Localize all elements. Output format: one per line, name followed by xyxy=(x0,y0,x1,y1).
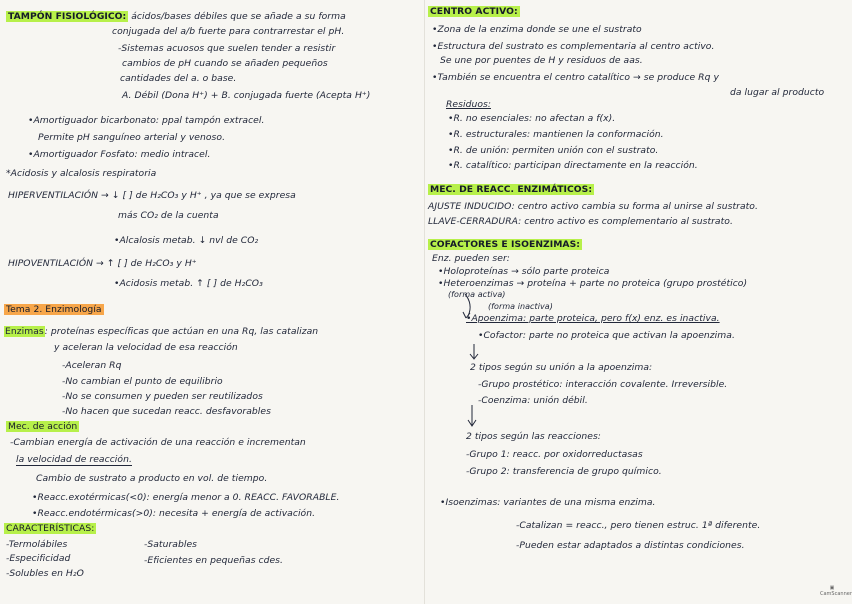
mec-line-1: -Cambian energía de activación de una reacción e incrementan xyxy=(10,437,306,448)
enzimas-prop-2: -No cambian el punto de equilibrio xyxy=(62,376,223,387)
carac-2: -Especificidad xyxy=(6,553,71,564)
cof-heading: COFACTORES E ISOENZIMAS: xyxy=(430,239,580,250)
ca-3: Se une por puentes de H y residuos de aas. xyxy=(440,55,643,66)
cof-4: (forma inactiva) xyxy=(488,302,553,311)
carac-5: -Eficientes en pequeñas cdes. xyxy=(144,555,283,566)
cof-3: •Heteroenzimas → proteína + parte no proteica (grupo prostético) xyxy=(438,278,748,289)
enzimas-label: Enzimas xyxy=(5,326,44,337)
grupo-prostetico: -Grupo prostético: interacción covalente. Irreversible. xyxy=(478,379,728,390)
acidosis-title: *Acidosis y alcalosis respiratoria xyxy=(6,168,157,179)
enzimas-prop-1: -Aceleran Rq xyxy=(62,360,122,371)
mecr-heading: MEC. DE REACC. ENZIMÁTICOS: xyxy=(430,184,593,195)
carac-3: -Solubles en H₂O xyxy=(6,568,84,579)
tampon-title: TAMPÓN FISIOLÓGICO: xyxy=(8,11,127,22)
isoenzimas-1: -Catalizan = reacc., pero tienen estruc. 1ª diferente. xyxy=(516,520,761,531)
coenzima: -Coenzima: unión débil. xyxy=(478,395,588,406)
residuo-4: •R. catalítico: participan directamente en la reacción. xyxy=(448,160,698,171)
amort-bicarbonato-2: Permite pH sanguíneo arterial y venoso. xyxy=(38,132,226,143)
enzimas-def-1: : proteínas específicas que actúan en una Rq, las catalizan xyxy=(44,326,319,337)
carac-4: -Saturables xyxy=(144,539,197,550)
hiperventilacion: HIPERVENTILACIÓN → ↓ [ ] de H₂CO₃ y H⁺ , ya que se expresa xyxy=(8,190,296,201)
tema-heading: Tema 2. Enzimología xyxy=(6,304,102,315)
grupo-1: -Grupo 1: reacc. por oxidorreductasas xyxy=(466,449,643,460)
ca-4: •También se encuentra el centro catalítico → se produce Rq y xyxy=(432,72,719,83)
amort-fosfato: •Amortiguador Fosfato: medio intracel. xyxy=(28,149,211,160)
cof-1: Enz. pueden ser: xyxy=(432,253,510,264)
cof-3b: (forma activa) xyxy=(448,290,506,299)
isoenzimas: •Isoenzimas: variantes de una misma enzima. xyxy=(440,497,656,508)
ca-5: da lugar al producto xyxy=(730,87,825,98)
tampon-text-1: ácidos/bases débiles que se añade a su forma xyxy=(131,11,346,22)
llave-cerradura: LLAVE-CERRADURA: centro activo es complementario al sustrato. xyxy=(428,216,733,227)
tampon-text-6: A. Débil (Dona H⁺) + B. conjugada fuerte (Acepta H⁺) xyxy=(122,90,371,101)
carac-1: -Termolábiles xyxy=(6,539,68,550)
amort-bicarbonato: •Amortiguador bicarbonato: ppal tampón extracel. xyxy=(28,115,265,126)
hipoventilacion: HIPOVENTILACIÓN → ↑ [ ] de H₂CO₃ y H⁺ xyxy=(8,258,197,269)
residuo-2: •R. estructurales: mantienen la conformación. xyxy=(448,129,664,140)
tipos-union: 2 tipos según su unión a la apoenzima: xyxy=(470,362,653,373)
residuos-heading-text: Residuos: xyxy=(446,99,491,110)
centro-heading: CENTRO ACTIVO: xyxy=(430,6,518,17)
enzimas-prop-3: -No se consumen y pueden ser reutilizados xyxy=(62,391,263,402)
grupo-2: -Grupo 2: transferencia de grupo químico. xyxy=(466,466,662,477)
mec-line-3: Cambio de sustrato a producto en vol. de tiempo. xyxy=(36,473,268,484)
hiperventilacion-2: más CO₂ de la cuenta xyxy=(118,210,219,221)
carac-heading: CARACTERÍSTICAS: xyxy=(6,523,95,534)
cofactor: •Cofactor: parte no proteica que activan la apoenzima. xyxy=(478,330,735,341)
reacc-endotermicas: •Reacc.endotérmicas(>0): necesita + energía de activación. xyxy=(32,508,316,519)
acidosis-metab: •Acidosis metab. ↑ [ ] de H₂CO₃ xyxy=(114,278,263,289)
enzimas-prop-4: -No hacen que sucedan reacc. desfavorables xyxy=(62,406,271,417)
mec-line-2-text: la velocidad de reacción. xyxy=(16,454,132,465)
tampon-text-2: conjugada del a/b fuerte para contrarrestar el pH. xyxy=(112,26,345,37)
tampon-text-3: -Sistemas acuosos que suelen tender a resistir xyxy=(118,43,336,54)
tampon-text-5: cantidades del a. o base. xyxy=(120,73,237,84)
ca-2: •Estructura del sustrato es complementaria al centro activo. xyxy=(432,41,715,52)
reacc-exotermicas: •Reacc.exotérmicas(<0): energía menor a 0. REACC. FAVORABLE. xyxy=(32,492,340,503)
tipos-reacciones: 2 tipos según las reacciones: xyxy=(466,431,601,442)
camscanner-logo: ▣ CamScanner xyxy=(820,585,852,597)
ajuste-inducido: AJUSTE INDUCIDO: centro activo cambia su forma al unirse al sustrato. xyxy=(428,201,758,212)
residuo-3: •R. de unión: permiten unión con el sustrato. xyxy=(448,145,659,156)
isoenzimas-2: -Pueden estar adaptados a distintas condiciones. xyxy=(516,540,745,551)
alcalosis-metab: •Alcalosis metab. ↓ nvl de CO₂ xyxy=(114,235,259,246)
tampon-text-4: cambios de pH cuando se añaden pequeños xyxy=(122,58,328,69)
cof-2: •Holoproteínas → sólo parte proteica xyxy=(438,266,610,277)
mec-heading: Mec. de acción xyxy=(8,421,78,432)
arrow-apoenzima xyxy=(465,294,470,316)
enzimas-def-2: y aceleran la velocidad de esa reacción xyxy=(54,342,238,353)
apoenzima-text: •Apoenzima: parte proteica, pero f(x) enz. es inactiva. xyxy=(466,313,720,324)
residuo-1: •R. no esenciales: no afectan a f(x). xyxy=(448,113,616,124)
stamp-text: CamScanner xyxy=(820,591,852,597)
ca-1: •Zona de la enzima donde se une el sustrato xyxy=(432,24,642,35)
